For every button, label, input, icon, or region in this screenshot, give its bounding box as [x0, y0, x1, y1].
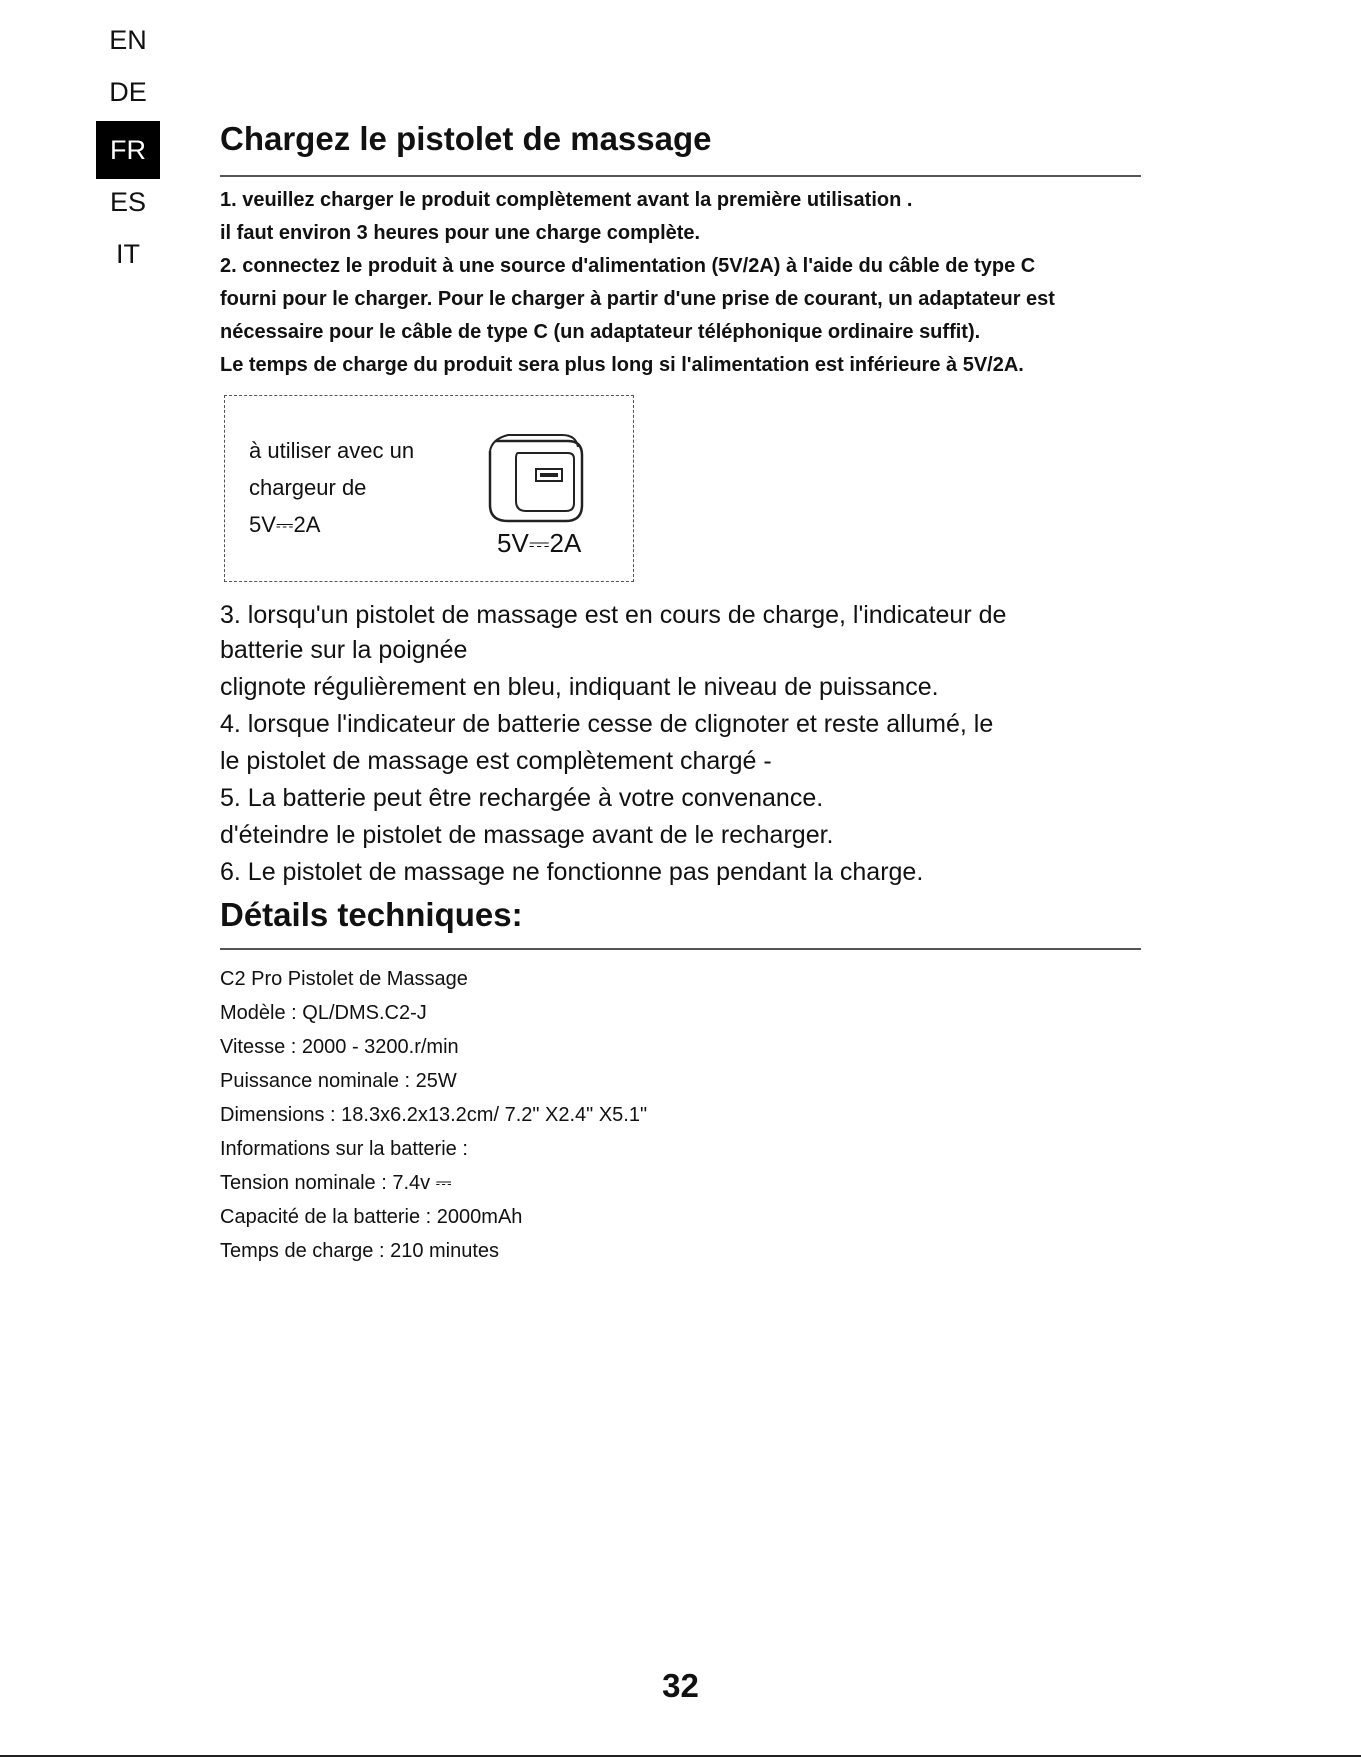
instruction-line: fourni pour le charger. Pour le charger à partir d'une prise de courant, un adaptateur est: [220, 288, 1055, 310]
spec-line: Dimensions : 18.3x6.2x13.2cm/ 7.2" X2.4" X5.1": [220, 1104, 648, 1126]
instruction-line: 6. Le pistolet de massage ne fonctionne pas pendant la charge.: [220, 858, 924, 886]
language-nav: [96, 14, 160, 280]
instruction-line: nécessaire pour le câble de type C (un adaptateur téléphonique ordinaire suffit).: [220, 321, 981, 343]
charge-instructions-bottom: [220, 598, 1006, 891]
section-divider: [220, 175, 1141, 177]
charger-info-box: [224, 395, 634, 582]
instruction-line: 4. lorsque l'indicateur de batterie cesse de clignoter et reste allumé, le: [220, 710, 994, 738]
charger-info-text: [249, 432, 414, 543]
lang-tab-en[interactable]: EN: [109, 25, 147, 55]
instruction-line: Le temps de charge du produit sera plus long si l'alimentation est inférieure à 5V/2A.: [220, 354, 1024, 376]
instruction-line: il faut environ 3 heures pour une charge complète.: [220, 222, 701, 244]
instruction-line: batterie sur la poignée: [220, 636, 468, 664]
lang-tab-it[interactable]: IT: [116, 239, 140, 269]
instruction-line: d'éteindre le pistolet de massage avant de le recharger.: [220, 821, 834, 849]
page-bottom-border: [0, 1755, 1361, 1757]
spec-line: Vitesse : 2000 - 3200.r/min: [220, 1036, 459, 1058]
section-divider: [220, 948, 1141, 950]
instruction-line: le pistolet de massage est complètement chargé -: [220, 747, 772, 775]
info-line: à utiliser avec un: [249, 438, 415, 463]
info-line: 5V⎓2A: [249, 512, 321, 537]
spec-line: Temps de charge : 210 minutes: [220, 1240, 500, 1262]
instruction-line: clignote régulièrement en bleu, indiquant le niveau de puissance.: [220, 673, 939, 701]
instruction-line: 5. La batterie peut être rechargée à votre convenance.: [220, 784, 824, 812]
instruction-line: 2. connectez le produit à une source d'alimentation (5V/2A) à l'aide du câble de type C: [220, 255, 1036, 277]
charger-rating-label: 5V⎓2A: [497, 528, 582, 558]
spec-line: Capacité de la batterie : 2000mAh: [220, 1206, 523, 1228]
spec-line: C2 Pro Pistolet de Massage: [220, 968, 468, 990]
charge-instructions-top: [220, 184, 1055, 382]
page-number: 32: [662, 1667, 699, 1704]
lang-tab-fr[interactable]: FR: [96, 121, 160, 179]
technical-specs-list: [220, 962, 647, 1268]
instruction-line: 3. lorsqu'un pistolet de massage est en cours de charge, l'indicateur de: [220, 601, 1007, 629]
instruction-line: 1. veuillez charger le produit complètement avant la première utilisation .: [220, 189, 913, 211]
spec-line: Informations sur la batterie :: [220, 1138, 468, 1160]
lang-tab-es[interactable]: ES: [109, 187, 147, 217]
spec-line: Modèle : QL/DMS.C2-J: [220, 1002, 427, 1024]
usb-charger-icon: [478, 431, 588, 529]
section-title-charge: Chargez le pistolet de massage: [220, 120, 712, 157]
lang-tab-de[interactable]: DE: [109, 77, 147, 107]
spec-line: Puissance nominale : 25W: [220, 1070, 457, 1092]
section-title-specs: Détails techniques:: [220, 896, 523, 933]
info-line: chargeur de: [249, 475, 367, 500]
spec-line: Tension nominale : 7.4v ⎓: [220, 1172, 452, 1194]
